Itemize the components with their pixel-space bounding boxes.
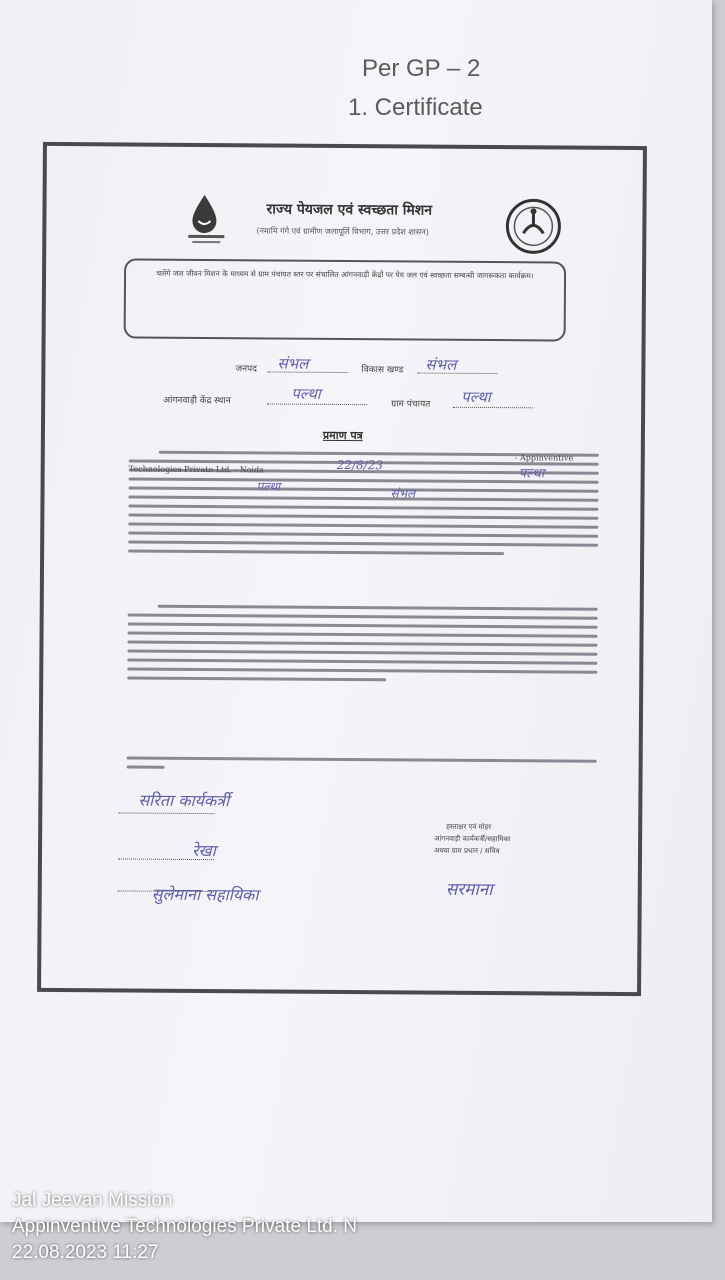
signature-2: रेखा <box>191 840 216 861</box>
certificate-heading: प्रमाण पत्र <box>322 428 363 443</box>
gp-value: पल्था <box>461 387 491 407</box>
centre-label: आंगनवाड़ी केंद्र स्थान <box>163 395 231 407</box>
district-value: संभल <box>277 354 309 373</box>
authorized-signatory-block <box>434 821 511 858</box>
gp-value-inline: पल्था <box>256 479 281 494</box>
photo-timestamp-overlay <box>0 1188 357 1266</box>
attendance-note <box>127 751 597 778</box>
certificate-paragraph-2 <box>127 599 598 689</box>
jal-jeevan-drop-logo-icon <box>182 191 230 247</box>
stamp-line-1: Jal Jeevan Mission <box>12 1190 173 1211</box>
date-value: 22/8/23 <box>336 457 384 473</box>
sig-block-line-3: अथवा ग्राम प्रधान / सचिव <box>434 846 500 856</box>
document-title: 1. Certificate <box>348 94 483 121</box>
centre-value-inline: पल्था <box>518 466 545 482</box>
document-label: Per GP – 2 <box>362 55 481 82</box>
block-value: संभल <box>425 355 457 374</box>
company-name-text: Technologies Private Ltd. - Noida <box>128 464 265 475</box>
stamp-line-2: Appinventive Technologies Private Ltd. N <box>12 1216 358 1237</box>
certificate-frame <box>37 142 647 996</box>
centre-value: पल्था <box>291 384 321 403</box>
signature-line-1 <box>118 812 214 814</box>
stamp-line-3: 22.08.2023 11:27 <box>12 1242 159 1263</box>
company-name-suffix: - Appinventive <box>514 453 574 463</box>
block-label: विकास खण्ड <box>361 365 404 376</box>
authorized-signature: सरमाना <box>445 879 493 901</box>
organization-subtitle: (नमामि गंगे एवं ग्रामीण जलापूर्ति विभाग, उत्तर प्रदेश शासन) <box>256 226 429 237</box>
program-banner: चलेंगे जल जीवन मिशन के माध्यम से ग्राम पंचायत स्तर पर संचालित आंगनवाड़ी केंद्रों पर पेय जल एवं स्वच्छता सम्बन्धी जागरूकता कार्यक्रम। <box>124 258 567 341</box>
signature-1: सरिता कार्यकर्त्री <box>138 790 230 811</box>
gp-line <box>453 407 533 409</box>
up-government-emblem-icon <box>504 197 562 255</box>
sig-block-line-2: आंगनवाड़ी कार्यकर्त्री/सहायिका <box>434 834 511 844</box>
block-value-inline: संभल <box>390 486 416 501</box>
signature-3: सुलेमाना सहायिका <box>151 884 259 905</box>
sig-block-line-1: हस्ताक्षर एवं मोहर <box>446 822 492 832</box>
district-label: जनपद <box>235 364 258 375</box>
gp-label: ग्राम पंचायत <box>391 399 431 410</box>
organization-title: राज्य पेयजल एवं स्वच्छता मिशन <box>266 201 433 219</box>
